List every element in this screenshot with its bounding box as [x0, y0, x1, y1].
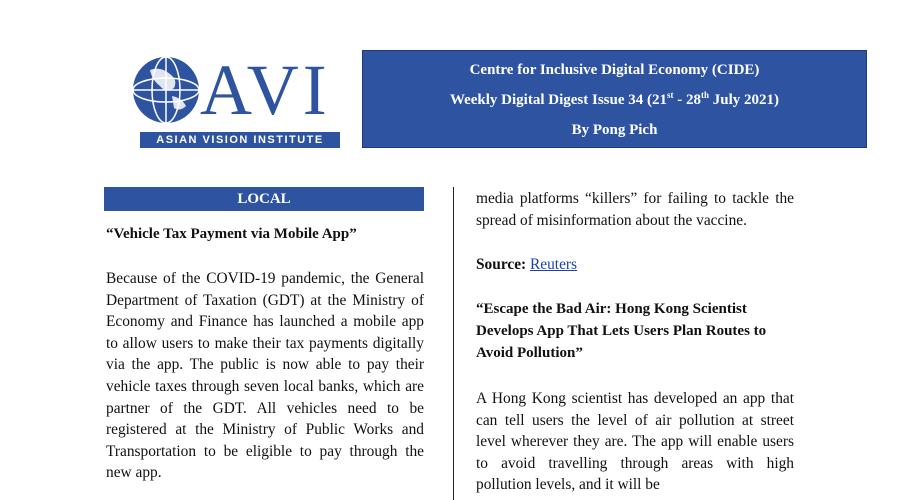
logo-tagline: ASIAN VISION INSTITUTE	[140, 132, 340, 148]
header-author: By Pong Pich	[571, 122, 658, 138]
header-issue: Weekly Digital Digest Issue 34 (21st - 28th July 2021)	[449, 90, 780, 108]
section-local-banner: LOCAL	[104, 187, 424, 211]
digest-header	[362, 50, 867, 148]
source-link-reuters[interactable]: Reuters	[530, 256, 578, 273]
article-body-vehicle-tax: Because of the COVID-19 pandemic, the General Department of Taxation (GDT) at the Ministry of Economy and Finance has launched a mobile app to allow users to make their tax payments digitally via the app. The public is now able to pay their vehicle taxes through seven local banks, which are partner of the GDT. All vehicles need to be registered at the Ministry of Public Works and Transportation to be eligible to pay through the new app.	[106, 270, 424, 482]
article-continued-text: media platforms “killers” for failing to tackle the spread of misinformation about the vaccine.	[476, 190, 794, 229]
article-title-vehicle-tax: “Vehicle Tax Payment via Mobile App”	[106, 226, 357, 242]
avi-logo	[130, 50, 342, 148]
article-body-hong-kong-app: A Hong Kong scientist has developed an app that can tell users the level of air pollution at street level wherever they are. The app will enable users to avoid travelling through areas with high pollution levels, and it will be	[476, 390, 794, 494]
globe-icon	[130, 50, 200, 130]
source-label: Source:	[476, 256, 527, 273]
header-centre-name: Centre for Inclusive Digital Economy (CIDE)	[469, 62, 760, 78]
article-title-hong-kong-app: “Escape the Bad Air: Hong Kong Scientist Develops App That Lets Users Plan Routes to Avoid Pollution”	[476, 301, 767, 361]
article-source	[476, 256, 577, 274]
column-divider	[453, 187, 454, 500]
logo-wordmark: AVI	[200, 50, 331, 130]
